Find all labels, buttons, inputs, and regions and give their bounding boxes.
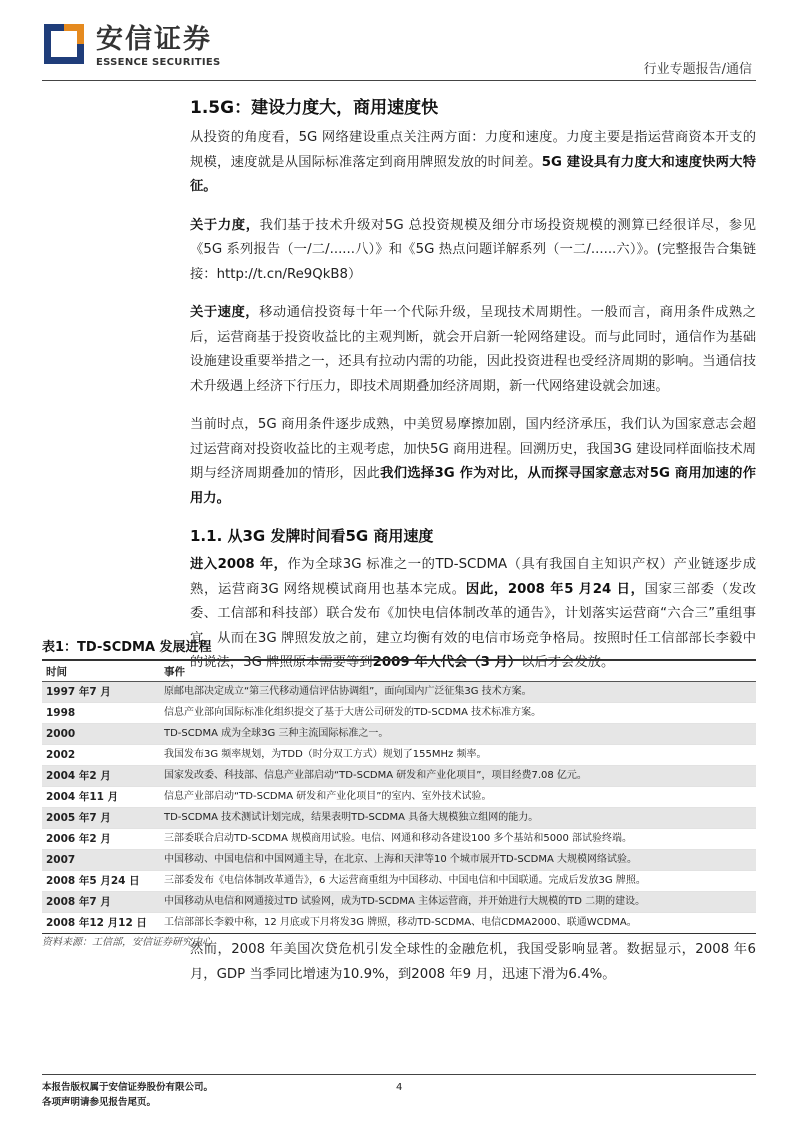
table-cell-time: 2004 年2 月 bbox=[42, 766, 160, 787]
paragraph-emphasis: 5G 建设具有力度大和速度快两大特征。 bbox=[190, 154, 756, 194]
table-row bbox=[42, 850, 756, 871]
table-cell-time: 2007 bbox=[42, 850, 160, 871]
paragraph-emphasis: 因此，2008 年5 月24 日， bbox=[465, 581, 645, 597]
table-cell-time: 2008 年7 月 bbox=[42, 892, 160, 913]
table-row bbox=[42, 682, 756, 703]
table-cell-time: 2004 年11 月 bbox=[42, 787, 160, 808]
paragraph-intensity bbox=[190, 214, 756, 288]
table-cell-event: 信息产业部向国际标准化组织提交了基于大唐公司研发的TD-SCDMA 技术标准方案。 bbox=[160, 703, 756, 724]
page-number: 4 bbox=[396, 1082, 403, 1093]
table-cell-event: TD-SCDMA 成为全球3G 三种主流国际标准之一。 bbox=[160, 724, 756, 745]
table-header-event: 事件 bbox=[160, 661, 756, 682]
table-cell-event: 国家发改委、科技部、信息产业部启动“TD-SCDMA 研发和产业化项目”，项目经费7.08 亿元。 bbox=[160, 766, 756, 787]
table-cell-event: 中国移动从电信和网通接过TD 试验网，成为TD-SCDMA 主体运营商，并开始进行大规模的TD 二期的建设。 bbox=[160, 892, 756, 913]
table-row bbox=[42, 871, 756, 892]
paragraph-intro bbox=[190, 126, 756, 200]
table-row bbox=[42, 724, 756, 745]
table-row bbox=[42, 829, 756, 850]
brand-name-en: ESSENCE SECURITIES bbox=[96, 57, 221, 68]
paragraph-emphasis: 进入2008 年， bbox=[190, 557, 288, 572]
paragraph-current bbox=[190, 413, 756, 511]
table-cell-event: 我国发布3G 频率规划，为TDD（时分双工方式）规划了155MHz 频率。 bbox=[160, 745, 756, 766]
paragraph-text: 从投资的角度看，5G 网络建设重点关注两方面：力度和速度。力度主要是指运营商资本开支的规模，速度就是从国际标准落定到商用牌照发放的时间差。 bbox=[190, 130, 756, 170]
table-cell-time: 2005 年7 月 bbox=[42, 808, 160, 829]
table-row bbox=[42, 892, 756, 913]
subsection-title: 1.1. 从3G 发牌时间看5G 商用速度 bbox=[190, 527, 434, 545]
paragraph-emphasis: 2009 年人代会（3 月） bbox=[372, 655, 522, 670]
paragraph-emphasis: 关于力度， bbox=[190, 217, 260, 233]
table-cell-event: 三部委联合启动TD-SCDMA 规模商用试验。电信、网通和移动各建设100 多个基站和5000 部试验终端。 bbox=[160, 829, 756, 850]
header-divider bbox=[42, 80, 756, 81]
table-cell-event: 原邮电部决定成立“第三代移动通信评估协调组”，面向国内广泛征集3G 技术方案。 bbox=[160, 682, 756, 703]
table-cell-event: 信息产业部启动“TD-SCDMA 研发和产业化项目”的室内、室外技术试验。 bbox=[160, 787, 756, 808]
paragraph-text: 国家三部委（发改委、工信部和科技部）联合发布《加快电信体制改革的通告》，计划落实运营商“六合三”重组事宜，从而在3G 牌照发放之前，建立均衡有效的电信市场竞争格局。按照时任工信部部长李毅中的说法，3G 牌照原本需要等到 bbox=[190, 581, 756, 670]
table-cell-event: 三部委发布《电信体制改革通告》，6 大运营商重组为中国移动、中国电信和中国联通。完成后发放3G 牌照。 bbox=[160, 871, 756, 892]
paragraph-speed bbox=[190, 301, 756, 399]
table-row bbox=[42, 787, 756, 808]
table-cell-event: 中国移动、中国电信和中国网通主导，在北京、上海和天津等10 个城市展开TD-SCDMA 大规模网络试验。 bbox=[160, 850, 756, 871]
table-header-row bbox=[42, 661, 756, 682]
table-cell-time: 2008 年5 月24 日 bbox=[42, 871, 160, 892]
table-row bbox=[42, 703, 756, 724]
table-row bbox=[42, 766, 756, 787]
table-source-note: 资料来源：工信部，安信证券研究中心 bbox=[42, 937, 212, 948]
table-cell-time: 1998 bbox=[42, 703, 160, 724]
td-scdma-timeline-table bbox=[42, 661, 756, 934]
table-cell-time: 2002 bbox=[42, 745, 160, 766]
essence-logo-icon bbox=[42, 22, 86, 66]
table-caption: 表1：TD-SCDMA 发展进程 bbox=[42, 639, 756, 661]
table-row bbox=[42, 913, 756, 934]
table-body bbox=[42, 682, 756, 934]
table-cell-time: 2000 bbox=[42, 724, 160, 745]
paragraph-text: 作为全球3G 标准之一的TD-SCDMA（具有我国自主知识产权）产业链逐步成熟，运营商3G 网络规模试商用也基本完成。 bbox=[190, 557, 757, 597]
table-header-time: 时间 bbox=[42, 661, 160, 682]
paragraph-text: 以后才会发放。 bbox=[521, 655, 615, 670]
paragraph-emphasis: 关于速度， bbox=[190, 305, 260, 320]
paragraph-text: 我们基于技术升级对5G 总投资规模及细分市场投资规模的测算已经很详尽，参见《5G 系列报告（一/二/......八）》和《5G 热点问题详解系列（一二/......六）》。(完整报告合集链接：http://t.cn/Re9QkB8） bbox=[190, 217, 756, 282]
footer-copyright: 本报告版权属于安信证券股份有限公司。 bbox=[42, 1082, 214, 1093]
table-cell-time: 2006 年2 月 bbox=[42, 829, 160, 850]
report-type-label: 行业专题报告/通信 bbox=[643, 62, 752, 77]
td-scdma-table-block bbox=[42, 639, 756, 951]
table-row bbox=[42, 808, 756, 829]
table-cell-event: TD-SCDMA 技术测试计划完成，结果表明TD-SCDMA 具备大规模独立组网的能力。 bbox=[160, 808, 756, 829]
paragraph-emphasis: 我们选择3G 作为对比，从而探寻国家意志对5G 商用加速的作用力。 bbox=[190, 466, 757, 506]
paragraph-text: 当前时点，5G 商用条件逐步成熟，中美贸易摩擦加剧，国内经济承压，我们认为国家意志会超过运营商对投资收益比的主观考虑，加快5G 商用进程。回溯历史，我国3G 建设同样面临技术周期与经济周期叠加的情形，因此 bbox=[190, 417, 756, 481]
table-cell-time: 2008 年12 月12 日 bbox=[42, 913, 160, 934]
footer-statement-note: 各项声明请参见报告尾页。 bbox=[42, 1097, 157, 1108]
paragraph-text: 移动通信投资每十年一个代际升级，呈现技术周期性。一般而言，商用条件成熟之后，运营商基于投资收益比的主观判断，就会开启新一轮网络建设。而与此同时，通信作为基础设施建设重要举措之一，还具有拉动内需的功能，因此投资进程也受经济周期的影响。当通信技术升级遇上经济下行压力，即技术周期叠加经济周期，新一代网络建设就会加速。 bbox=[190, 305, 757, 394]
footer-divider bbox=[42, 1074, 756, 1075]
table-row bbox=[42, 745, 756, 766]
table-cell-time: 1997 年7 月 bbox=[42, 682, 160, 703]
footer-disclaimer bbox=[42, 1080, 213, 1110]
section-title: 1.5G：建设力度大，商用速度快 bbox=[190, 98, 439, 118]
table-cell-event: 工信部部长李毅中称，12 月底或下月将发3G 牌照，移动TD-SCDMA、电信CDMA2000、联通WCDMA。 bbox=[160, 913, 756, 934]
page-header bbox=[0, 0, 800, 80]
main-content bbox=[190, 96, 756, 690]
brand-name-cn: 安信证券 bbox=[96, 24, 212, 55]
paragraph-financial-crisis: 然而，2008 年美国次贷危机引发全球性的金融危机，我国受影响显著。数据显示，2008 年6 月，GDP 当季同比增速为10.9%，到2008 年9 月，迅速下滑为6.4%。 bbox=[190, 942, 756, 982]
